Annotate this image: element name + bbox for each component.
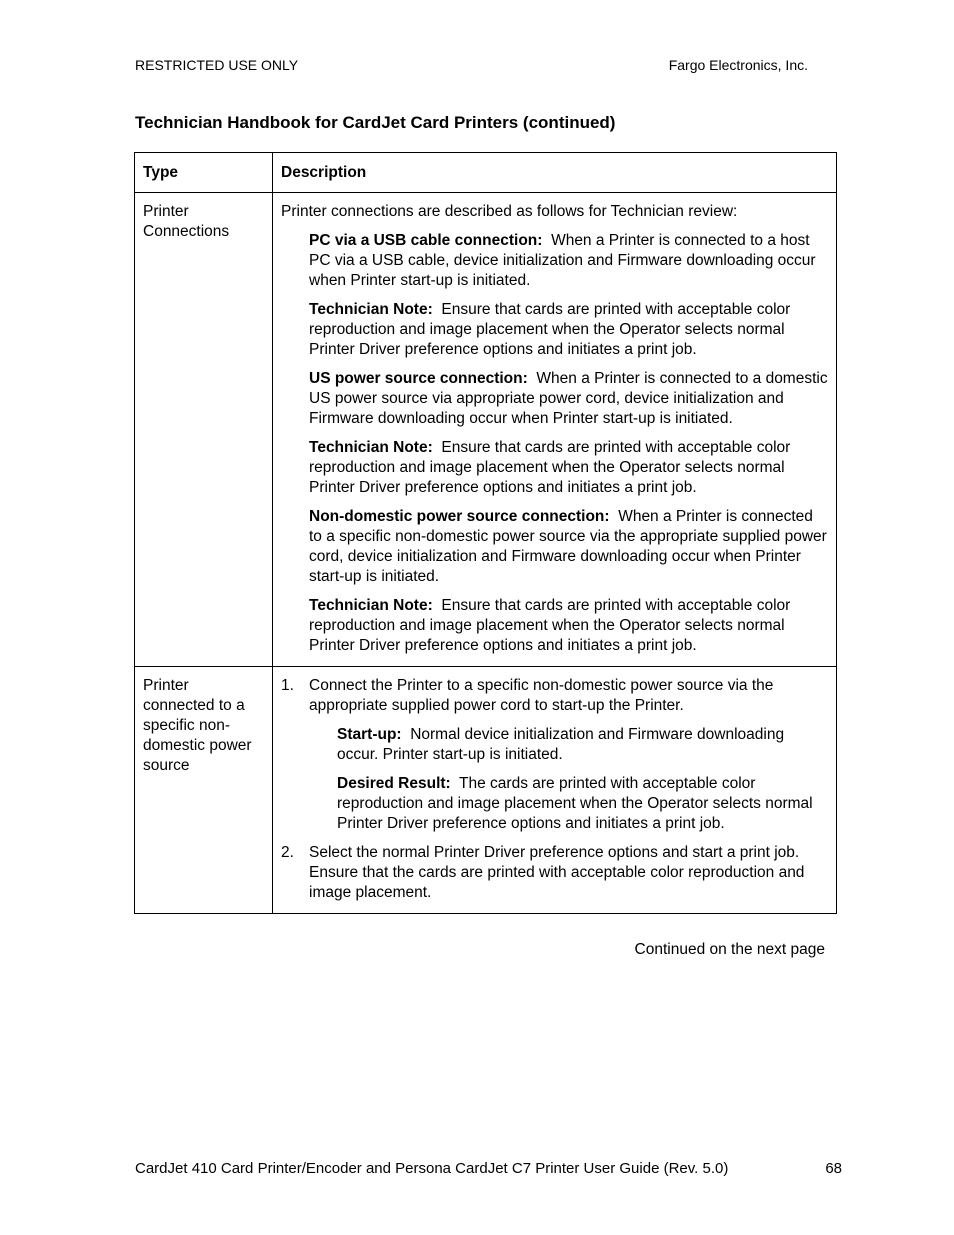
desired-result-subparagraph xyxy=(337,774,828,834)
paragraph-text: Ensure that cards are printed with acceptable color reproduction and image placement when the Operator selects normal Printer Driver preference options and initiates a print job. xyxy=(309,597,791,654)
paragraph-label: Start-up: xyxy=(337,726,402,743)
paragraph-text: The cards are printed with acceptable color reproduction and image placement when the Operator selects normal Printer Driver preference options and initiates a print job. xyxy=(337,775,813,832)
header-restricted: RESTRICTED USE ONLY xyxy=(135,57,299,73)
step-text: Connect the Printer to a specific non-domestic power source via the appropriate supplied power cord to start-up the Printer. xyxy=(309,677,774,714)
paragraph-text: Ensure that cards are printed with acceptable color reproduction and image placement when the Operator selects normal Printer Driver preference options and initiates a print job. xyxy=(309,301,791,358)
numbered-step xyxy=(281,843,828,903)
continued-note: Continued on the next page xyxy=(634,941,825,958)
paragraph-text: When a Printer is connected to a domestic US power source via appropriate power cord, device initialization and Firmware downloading occur when Printer start-up is initiated. xyxy=(309,370,828,427)
header-company: Fargo Electronics, Inc. xyxy=(668,57,808,73)
paragraph-label: Non-domestic power source connection: xyxy=(309,508,610,525)
startup-subparagraph xyxy=(337,725,828,765)
paragraph-label: Desired Result: xyxy=(337,775,451,792)
technician-note-paragraph xyxy=(309,438,828,498)
row-description-cell xyxy=(273,667,837,914)
page-number: 68 xyxy=(825,1160,842,1177)
table-row xyxy=(135,667,837,914)
numbered-step xyxy=(281,676,828,834)
table-header-row xyxy=(135,153,837,193)
paragraph-label: US power source connection: xyxy=(309,370,528,387)
footer-guide-title: CardJet 410 Card Printer/Encoder and Persona CardJet C7 Printer User Guide (Rev. 5.0) xyxy=(135,1160,729,1177)
paragraph-label: PC via a USB cable connection: xyxy=(309,232,543,249)
paragraph-text: Normal device initialization and Firmware downloading occur. Printer start-up is initiated. xyxy=(337,726,785,763)
usb-connection-paragraph xyxy=(309,231,828,291)
table-row xyxy=(135,193,837,667)
column-header-type: Type xyxy=(135,153,273,193)
paragraph-text: Ensure that cards are printed with acceptable color reproduction and image placement when the Operator selects normal Printer Driver preference options and initiates a print job. xyxy=(309,439,791,496)
paragraph-label: Technician Note: xyxy=(309,439,433,456)
row-type-cell: Printer Connections xyxy=(135,193,273,667)
technician-note-paragraph xyxy=(309,300,828,360)
step-text: Select the normal Printer Driver preference options and start a print job. Ensure that the cards are printed with acceptable color reproduction and image placement. xyxy=(309,844,805,901)
step-number: 2. xyxy=(281,844,294,861)
column-header-description: Description xyxy=(273,153,837,193)
us-power-paragraph xyxy=(309,369,828,429)
paragraph-text: When a Printer is connected to a host PC via a USB cable, device initialization and Firmware downloading occur when Printer start-up is initiated. xyxy=(309,232,816,289)
row-description-cell xyxy=(273,193,837,667)
paragraph-label: Technician Note: xyxy=(309,301,433,318)
paragraph-label: Technician Note: xyxy=(309,597,433,614)
handbook-table xyxy=(134,152,837,914)
page-title: Technician Handbook for CardJet Card Printers (continued) xyxy=(135,113,616,132)
description-intro: Printer connections are described as follows for Technician review: xyxy=(281,203,738,220)
paragraph-text: When a Printer is connected to a specific non-domestic power source via the appropriate supplied power cord, device initialization and Firmware downloading occur when Printer start-up is initiated. xyxy=(309,508,827,585)
row-type-cell: Printer connected to a specific non-domestic power source xyxy=(135,667,273,914)
non-domestic-power-paragraph xyxy=(309,507,828,587)
technician-note-paragraph xyxy=(309,596,828,656)
step-number: 1. xyxy=(281,677,294,694)
